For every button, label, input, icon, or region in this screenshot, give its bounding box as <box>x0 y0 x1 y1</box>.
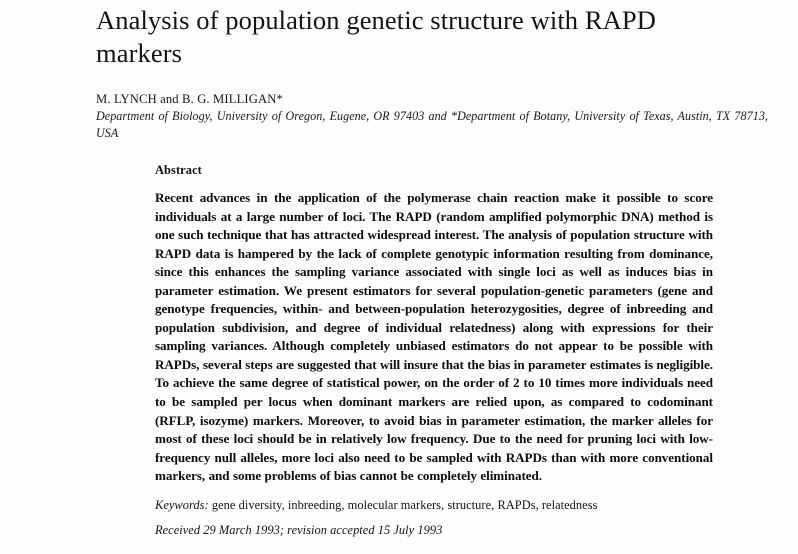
affiliation-block <box>96 108 768 141</box>
abstract-body: Recent advances in the application of the polymerase chain reaction make it possible to score individuals at a large number of loci. The RAPD (random amplified polymorphic DNA) method is one such technique that has attracted widespread interest. The analysis of population structure with RAPD data is hampered by the lack of complete genotypic information resulting from dominance, since this enhances the sampling variance associated with single loci as well as induces bias in parameter estimation. We present estimators for several population-genetic parameters (gene and genotype frequencies, within- and between-population heterozygosities, degree of inbreeding and population subdivision, and degree of individual relatedness) along with expressions for their sampling variances. Although completely unbiased estimators do not appear to be possible with RAPDs, several steps are suggested that will insure that the bias in parameter estimates is negligible. To achieve the same degree of statistical power, on the order of 2 to 10 times more individuals need to be sampled per locus when dominant markers are relied upon, as compared to codominant (RFLP, isozyme) markers. Moreover, to avoid bias in parameter estimation, the marker alleles for most of these loci should be in relatively low frequency. Due to the need for pruning loci with low-frequency null alleles, more loci also need to be sampled with RAPDs than with more conventional markers, and some problems of bias cannot be completely eliminated. <box>155 190 713 484</box>
keywords-line <box>155 497 713 514</box>
affiliation-text: Department of Biology, University of Oregon, Eugene, OR 97403 and *Department of Botany, University of Texas, Austin, TX 78713, USA <box>96 109 768 140</box>
author-list: M. LYNCH and B. G. MILLIGAN* <box>96 92 283 106</box>
abstract-block <box>155 163 713 539</box>
title-block <box>96 4 736 70</box>
received-date-line: Received 29 March 1993; revision accepted 15 July 1993 <box>155 522 443 537</box>
authors-block <box>96 92 776 107</box>
keywords-list: gene diversity, inbreeding, molecular markers, structure, RAPDs, relatedness <box>211 497 598 512</box>
keywords-label: Keywords: <box>155 497 209 512</box>
page-title: Analysis of population genetic structure with RAPD markers <box>96 5 656 68</box>
abstract-heading: Abstract <box>155 163 202 177</box>
